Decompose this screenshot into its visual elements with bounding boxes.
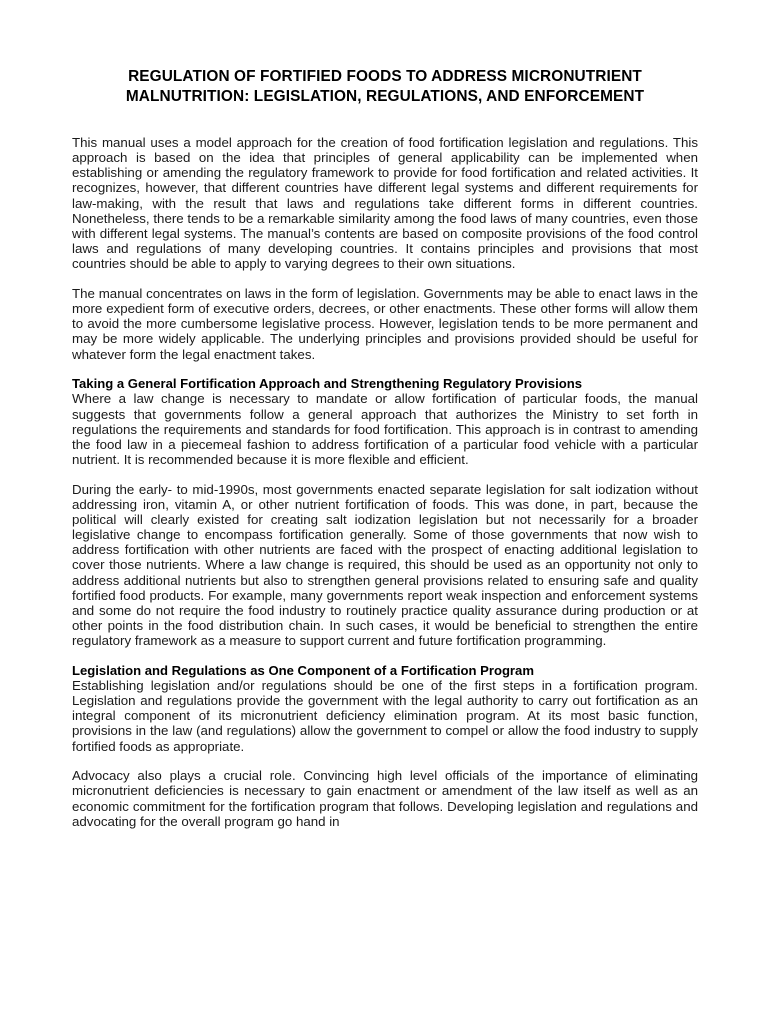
section-paragraph: Establishing legislation and/or regulations should be one of the first steps in a fortification program. Legislation and regulations provide the government with the legal authority to carry out fortification as an integral component of its micronutrient deficiency elimination program. At its most basic function, provisions in the law (and regulations) allow the government to compel or allow the food industry to supply fortified foods as appropriate. [72, 678, 698, 754]
section-paragraph: During the early- to mid-1990s, most governments enacted separate legislation for salt iodization without addressing iron, vitamin A, or other nutrient fortification of foods. This was done, in part, because the political will clearly existed for creating salt iodization legislation but not necessarily for a broader legislative change to encompass fortification generally. Some of those governments that now wish to address fortification with other nutrients are faced with the prospect of enacting additional legislation to cover those nutrients. Where a law change is required, this should be used as an opportunity not only to address additional nutrients but also to strengthen general provisions related to ensuring safe and quality fortified food products. For example, many governments report weak inspection and enforcement systems and some do not require the food industry to routinely practice quality assurance during production or at other points in the food distribution chain. In such cases, it would be beneficial to strengthen the entire regulatory framework as a measure to support current and future fortification programming. [72, 481, 698, 649]
section-heading: Legislation and Regulations as One Component of a Fortification Program [72, 662, 534, 678]
document-title: REGULATION OF FORTIFIED FOODS TO ADDRESS MICRONUTRIENT MALNUTRITION: LEGISLATION, REGULATIONS, AND ENFORCEMENT [125, 68, 645, 105]
section-paragraph: Where a law change is necessary to mandate or allow fortification of particular foods, the manual suggests that governments follow a general approach that authorizes the Ministry to set forth in regulations the requirements and standards for food fortification. This approach is in contrast to amending the food law in a piecemeal fashion to address fortification of a particular food vehicle with a particular nutrient. It is recommended because it is more flexible and efficient. [72, 391, 698, 467]
document-body [72, 67, 698, 843]
section-paragraph: Advocacy also plays a crucial role. Convincing high level officials of the importance of eliminating micronutrient deficiencies is necessary to gain enactment or amendment of the law itself as well as an economic commitment for the fortification program that follows. Developing legislation and regulations and advocating for the overall program go hand in [72, 768, 698, 829]
section-legislation-component [72, 663, 698, 829]
section-heading: Taking a General Fortification Approach and Strengthening Regulatory Provisions [72, 376, 582, 392]
intro-paragraph-2: The manual concentrates on laws in the form of legislation. Governments may be able to enact laws in the more expedient form of executive orders, decrees, or other enactments. These other forms will allow them to avoid the more cumbersome legislative process. However, legislation tends to be more permanent and may be more widely applicable. The underlying principles and provisions provided should be useful for whatever form the legal enactment takes. [72, 285, 698, 362]
intro-paragraph-1: This manual uses a model approach for the creation of food fortification legislation and regulations. This approach is based on the idea that principles of general applicability can be implemented when establishing or amending the regulatory framework to provide for food fortification and related activities. It recognizes, however, that different countries have different legal systems and different requirements for law-making, with the result that laws and regulations take different forms in different countries. Nonetheless, there tends to be a remarkable similarity among the food laws of many countries, even those with different legal systems. The manual’s contents are based on composite provisions of the food control laws and regulations of many developing countries. It contains principles and provisions that most countries should be able to apply to varying degrees to their own situations. [72, 135, 698, 272]
section-general-fortification [72, 376, 698, 648]
